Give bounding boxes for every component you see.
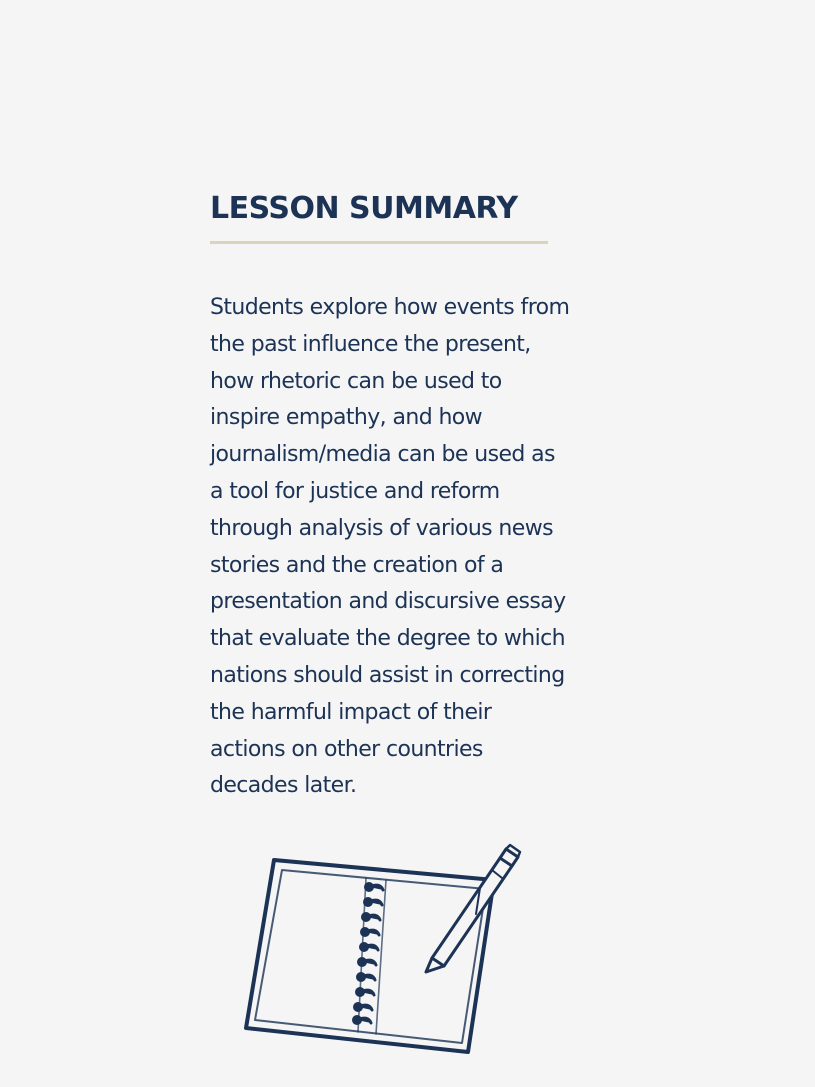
summary-paragraph: Students explore how events from the past influence the present, how rhetoric can be used to inspire empathy, and how journalism/media can be used as a tool for justice and reform through analysis of various news stories and the creation of a presentation and discursive essay that evaluate the degree to which nations should assist in correcting the harmful impact of their actions on other countries decades later. xyxy=(210,295,570,799)
lesson-summary-section xyxy=(210,186,570,799)
section-title: LESSON SUMMARY xyxy=(210,191,518,226)
notebook-with-pen-icon xyxy=(236,840,536,1060)
title-divider xyxy=(210,241,548,244)
